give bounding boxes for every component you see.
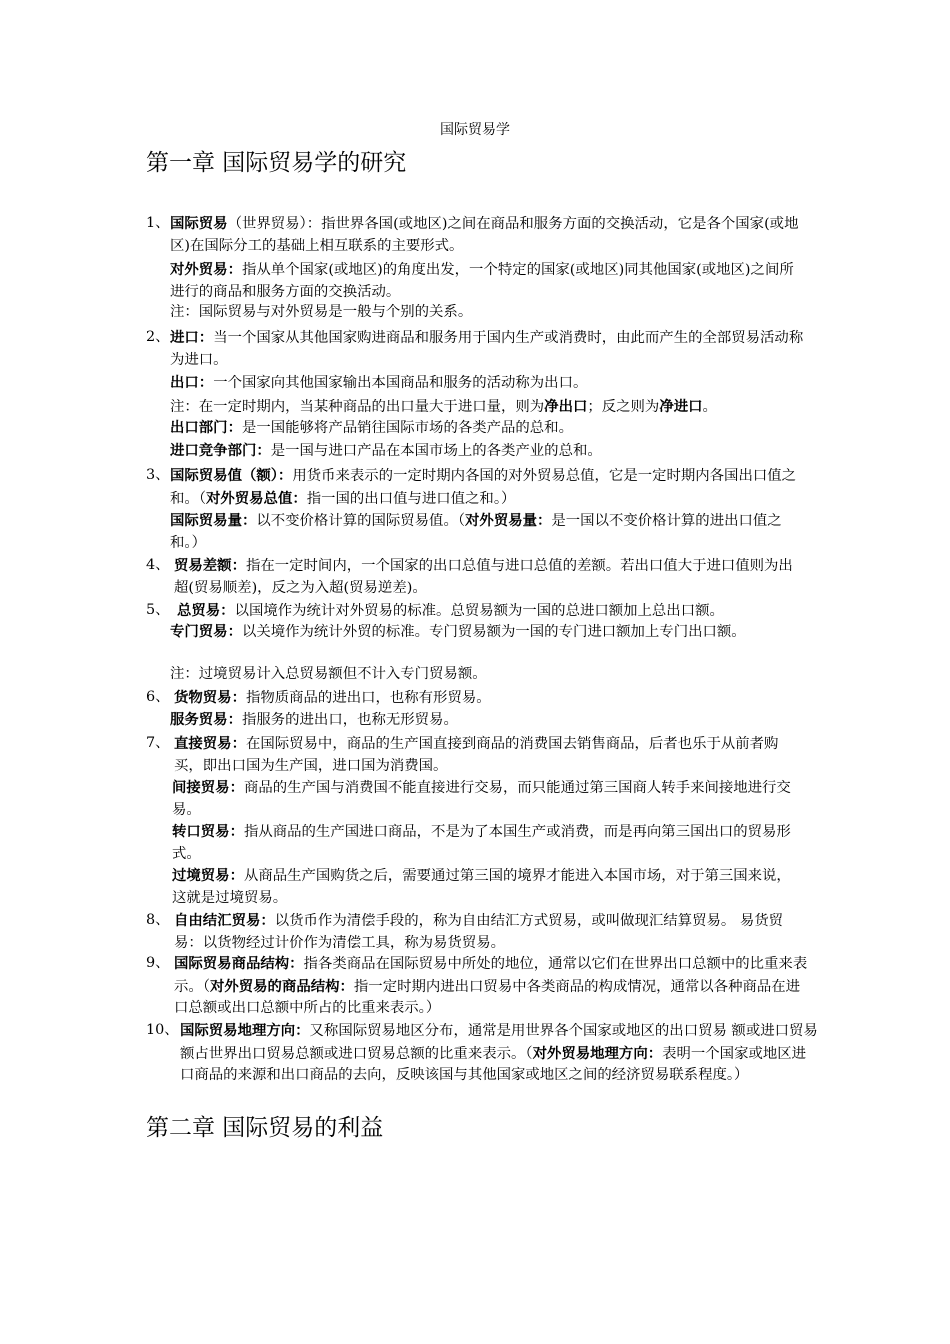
- term: 国际贸易量：: [170, 512, 257, 529]
- chapter-1-title: 第一章 国际贸易学的研究: [146, 150, 407, 176]
- term: 专门贸易：: [170, 623, 242, 640]
- definition-text: 指物质商品的进出口，也称有形贸易。: [245, 690, 491, 706]
- definition-text: 指服务的进出口，也称无形贸易。: [241, 712, 458, 728]
- term: 服务贸易：: [170, 711, 242, 728]
- term-2: 对外贸易总值：: [205, 489, 307, 507]
- item-5-note: 注：过境贸易计入总贸易额但不计入专门贸易额。: [170, 666, 487, 682]
- term: 进口：: [170, 329, 214, 346]
- definition-text: 是一国能够将产品销往国际市场的各类产品的总和。: [241, 420, 573, 436]
- item-5-number: 5、: [146, 602, 170, 618]
- definition-text: 从商品生产国购货之后，需要通过第三国的境界才能进入本国市场，对于第三国来说，这就是过境贸易。: [172, 868, 791, 906]
- term: 国际贸易商品结构：: [174, 955, 304, 972]
- item-2-definition-4: [170, 440, 810, 463]
- term: 过境贸易：: [172, 867, 244, 884]
- document-title: 国际贸易学: [440, 122, 510, 138]
- item-8-number: 8、: [146, 912, 170, 928]
- term-2: 对外贸易的商品结构：: [209, 977, 354, 995]
- item-9-number: 9、: [146, 955, 170, 971]
- term: 自由结汇贸易：: [174, 912, 275, 929]
- item-7-definition-3: [172, 821, 794, 865]
- item-7-definition-4: [172, 865, 794, 909]
- note-text: 注：在一定时期内，当某种商品的出口量大于进口量，则为: [170, 399, 545, 415]
- definition-text: 指从商品的生产国进口商品，不是为了本国生产或消费，而是再向第三国出口的贸易形式。: [172, 824, 791, 862]
- item-1-number: 1、: [146, 215, 170, 231]
- term: 净进口: [659, 398, 703, 415]
- term: 国际贸易地理方向：: [180, 1022, 310, 1039]
- item-4-definition: [174, 555, 796, 599]
- item-2-definition-3: [170, 417, 810, 440]
- item-3-definition: [170, 465, 800, 510]
- term: 国际贸易值（额）：: [170, 467, 293, 484]
- note-text: ；反之则为: [587, 399, 660, 415]
- item-4-number: 4、: [146, 557, 170, 573]
- term: 转口贸易：: [172, 823, 244, 840]
- item-10-definition: [180, 1020, 820, 1087]
- definition-text: 商品的生产国与消费国不能直接进行交易，而只能通过第三国商人转手来间接地进行交易。: [172, 780, 791, 818]
- item-2-definition: [170, 327, 810, 371]
- item-2-number: 2、: [146, 329, 170, 345]
- item-7-number: 7、: [146, 735, 170, 751]
- definition-text: 以关境作为统计外贸的标准。专门贸易额为一国的专门进口额加上专门出口额。: [241, 624, 746, 640]
- definition-text: （世界贸易）：指世界各国(或地区)之间在商品和服务方面的交换活动，它是各个国家(或地区)在国际分工的基础上相互联系的主要形式。: [170, 216, 799, 254]
- definition-text: 指各类商品在国际贸易中所处的地位，通常以它们在世界出口总额中的比重来表示。（: [174, 956, 808, 995]
- item-1-definition-2: [170, 259, 795, 303]
- item-6-number: 6、: [146, 689, 170, 705]
- item-6-definition: [174, 687, 814, 710]
- term: 总贸易：: [177, 602, 235, 619]
- term-2: 对外贸易量：: [465, 512, 552, 529]
- term: 国际贸易: [170, 215, 228, 232]
- item-9-definition: [174, 953, 814, 1020]
- item-1-note: 注：国际贸易与对外贸易是一般与个别的关系。: [170, 304, 473, 320]
- definition-text: 当一个国家从其他国家购进商品和服务用于国内生产或消费时，由此而产生的全部贸易活动称为进口。: [170, 330, 804, 368]
- definition-text-2: 是一国以不变价格计算的进出口值之和。）: [170, 513, 782, 551]
- item-2-definition-2: [170, 372, 810, 395]
- item-3-definition-2: [170, 510, 800, 554]
- term-2: 对外贸易地理方向：: [532, 1044, 663, 1062]
- term: 出口：: [170, 374, 214, 391]
- term: 直接贸易：: [174, 735, 246, 752]
- term: 对外贸易：: [170, 261, 242, 278]
- definition-text: 一个国家向其他国家输出本国商品和服务的活动称为出口。: [213, 375, 588, 391]
- item-10-number: 10、: [146, 1022, 179, 1038]
- definition-text-2: 指一国的出口值与进口值之和。）: [306, 490, 516, 507]
- item-3-number: 3、: [146, 467, 170, 483]
- definition-text: 是一国与进口产品在本国市场上的各类产业的总和。: [270, 443, 602, 459]
- item-1-definition: [170, 213, 810, 257]
- definition-text: 以国境作为统计对外贸易的标准。总贸易额为一国的总进口额加上总出口额。: [234, 603, 724, 619]
- term: 贸易差额：: [174, 557, 246, 574]
- term: 进口竞争部门：: [170, 442, 271, 459]
- note-text: 。: [702, 399, 717, 415]
- item-5-definition-2: [170, 621, 810, 644]
- definition-text: 用货币来表示的一定时期内各国的对外贸易总值，它是一定时期内各国出口值之和。（: [170, 468, 797, 507]
- definition-text: 以货币作为清偿手段的，称为自由结汇方式贸易，或叫做现汇结算贸易。 易货贸易：以货物经过计价作为清偿工具，称为易货贸易。: [174, 913, 783, 951]
- chapter-2-title: 第二章 国际贸易的利益: [146, 1115, 384, 1141]
- term: 净出口: [544, 398, 588, 415]
- definition-text: 以不变价格计算的国际贸易值。（: [256, 513, 466, 529]
- item-5-definition: [177, 600, 817, 623]
- item-8-definition: [174, 910, 810, 954]
- item-6-definition-2: [170, 709, 810, 732]
- definition-text-2: 指一定时期内进出口贸易中各类商品的构成情况，通常以各种商品在进口总额或出口总额中所占的比重来表示。）: [174, 978, 801, 1016]
- term: 间接贸易：: [172, 779, 244, 796]
- term: 货物贸易：: [174, 689, 246, 706]
- definition-text: 指在一定时间内，一个国家的出口总值与进口总值的差额。若出口值大于进口值则为出超(贸易顺差)，反之为入超(贸易逆差)。: [174, 558, 793, 596]
- definition-text: 指从单个国家(或地区)的角度出发，一个特定的国家(或地区)同其他国家(或地区)之间所进行的商品和服务方面的交换活动。: [170, 262, 794, 300]
- item-7-definition: [174, 733, 796, 777]
- item-7-definition-2: [172, 777, 794, 821]
- definition-text: 又称国际贸易地区分布，通常是用世界各个国家或地区的出口贸易 额或进口贸易额占世界出口贸易总额或进口贸易总额的比重来表示。（: [180, 1023, 818, 1062]
- definition-text: 在国际贸易中，商品的生产国直接到商品的消费国去销售商品，后者也乐于从前者购买，即出口国为生产国，进口国为消费国。: [174, 736, 779, 774]
- item-2-note: [170, 396, 830, 419]
- term: 出口部门：: [170, 419, 242, 436]
- definition-text-2: 表明一个国家或地区进口商品的来源和出口商品的去向，反映该国与其他国家或地区之间的经济贸易联系程度。）: [180, 1045, 807, 1083]
